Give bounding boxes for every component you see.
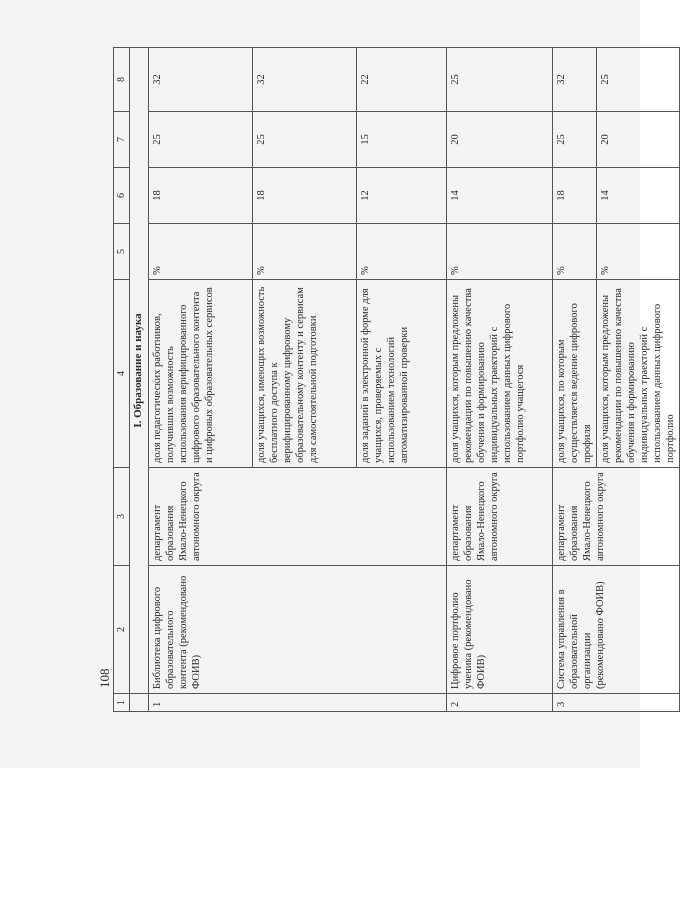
column-header: 2 (114, 566, 130, 694)
column-header: 6 (114, 168, 130, 224)
indicator-text: доля учащихся, имеющих возможность бесплатного доступа к верифицированному цифровому образовательному контенту и сервисам для самостоятельной подготовки (253, 280, 357, 468)
indicator-text: доля педагогических работников, получивших возможность использования верифицированного цифрового образовательного контента и цифровых образовательных сервисов (149, 280, 253, 468)
value-col8: 32 (253, 48, 357, 112)
value-col6: 14 (597, 168, 680, 224)
owner: департамент образования Ямало-Ненецкого автономного округа (447, 468, 553, 566)
column-header: 3 (114, 468, 130, 566)
unit: % (553, 224, 597, 280)
value-col7: 20 (447, 112, 553, 168)
system-name: Цифровое портфолио ученика (рекомендовано ФОИВ) (447, 566, 553, 694)
value-col8: 32 (149, 48, 253, 112)
system-name: Библиотека цифрового образовательного контента (рекомендовано ФОИВ) (149, 566, 447, 694)
system-name: Система управления в образовательной организации (рекомендовано ФОИВ) (553, 566, 680, 694)
value-col7: 25 (553, 112, 597, 168)
value-col8: 25 (447, 48, 553, 112)
column-header: 4 (114, 280, 130, 468)
value-col7: 20 (597, 112, 680, 168)
rotated-table-container (97, 48, 676, 712)
indicator-text: доля учащихся, которым предложены рекомендации по повышению качества обучения и формированию индивидуальных траекторий с использованием данных цифрового портфолио учащегося (447, 280, 553, 468)
owner: департамент образования Ямало-Ненецкого автономного округа (553, 468, 680, 566)
column-number-row (114, 48, 130, 712)
indicator-text: доля заданий в электронной форме для учащихся, проверяемых с использованием технологий автоматизированной проверки (357, 280, 447, 468)
value-col7: 15 (357, 112, 447, 168)
column-header: 7 (114, 112, 130, 168)
section-row (130, 48, 149, 712)
row-number: 1 (149, 694, 447, 712)
unit: % (357, 224, 447, 280)
indicators-table (113, 47, 680, 712)
page-number: 108 (97, 668, 112, 688)
table-row (553, 48, 597, 712)
value-col6: 18 (253, 168, 357, 224)
value-col7: 25 (253, 112, 357, 168)
blank-margin (0, 768, 640, 905)
table-row (447, 48, 553, 712)
column-header: 1 (114, 694, 130, 712)
indicator-text: доля учащихся, по которым осуществляется ведение цифрового профиля (553, 280, 597, 468)
value-col8: 25 (597, 48, 680, 112)
value-col6: 18 (149, 168, 253, 224)
unit: % (149, 224, 253, 280)
column-header: 5 (114, 224, 130, 280)
row-number: 3 (553, 694, 680, 712)
table-row (149, 48, 253, 712)
unit: % (253, 224, 357, 280)
section-title: I. Образование и наука (130, 48, 149, 694)
unit: % (597, 224, 680, 280)
column-header: 8 (114, 48, 130, 112)
unit: % (447, 224, 553, 280)
value-col7: 25 (149, 112, 253, 168)
value-col6: 12 (357, 168, 447, 224)
value-col8: 32 (553, 48, 597, 112)
owner: департамент образования Ямало-Ненецкого автономного округа (149, 468, 447, 566)
row-number: 2 (447, 694, 553, 712)
indicator-text: доля учащихся, которым предложены рекомендации по повышению качества обучения и формированию индивидуальных траекторий с использованием данных цифрового портфолио (597, 280, 680, 468)
value-col8: 22 (357, 48, 447, 112)
value-col6: 18 (553, 168, 597, 224)
value-col6: 14 (447, 168, 553, 224)
